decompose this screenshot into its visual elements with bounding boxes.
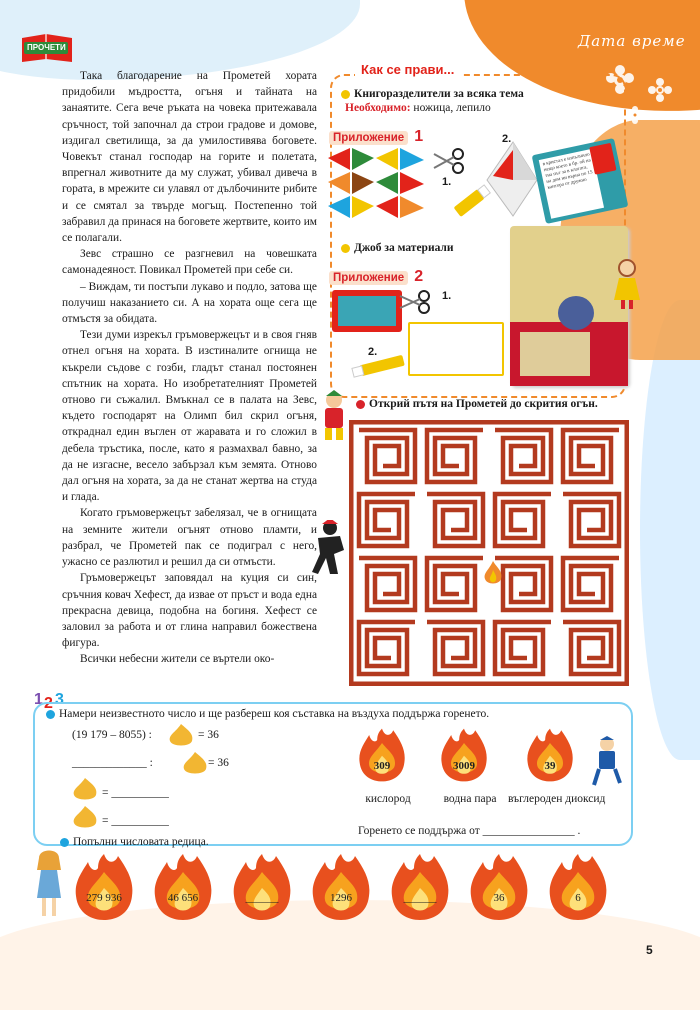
bookmarks-title: Книгоразделители за всяка тема bbox=[354, 88, 524, 100]
scissors-icon bbox=[432, 148, 466, 174]
needed-label: Необходимо: bbox=[345, 102, 411, 114]
maze-instruction bbox=[356, 398, 598, 410]
eq4-answer[interactable]: = __________ bbox=[102, 815, 169, 827]
svg-text:1: 1 bbox=[34, 691, 43, 708]
appendix-label: Приложение bbox=[329, 131, 408, 145]
gas-value: 39 bbox=[544, 760, 556, 772]
blue-bullet-icon bbox=[46, 710, 55, 719]
gas-label: кислород bbox=[365, 793, 411, 805]
pocket-sheet-image bbox=[332, 290, 402, 332]
fire-icon bbox=[482, 560, 504, 586]
svg-text:3: 3 bbox=[55, 691, 64, 708]
flame-icon bbox=[356, 727, 408, 783]
sequence-value: 36 bbox=[493, 892, 505, 904]
flame-unknown-icon bbox=[166, 722, 196, 748]
prometheus-figure-icon bbox=[310, 520, 350, 576]
flame-unknown-icon bbox=[180, 750, 210, 776]
flame-icon bbox=[546, 852, 610, 922]
flame-icon bbox=[388, 852, 452, 922]
gas-flame[interactable] bbox=[524, 727, 576, 783]
needed-value: ножица, лепило bbox=[410, 102, 491, 114]
appendix-number: 2 bbox=[414, 268, 424, 285]
flame-unknown-icon bbox=[70, 804, 100, 830]
gas-flame[interactable] bbox=[356, 727, 408, 783]
task1-text: Намери неизвестното число и ще разбереш коя съставка на въздуха поддържа горенето. bbox=[59, 708, 490, 720]
page-number: 5 bbox=[646, 943, 653, 957]
appendix-2-label bbox=[329, 268, 423, 286]
corner-title: Дата време bbox=[578, 32, 686, 50]
sequence-flame bbox=[309, 852, 373, 922]
step-1b-label: 1. bbox=[442, 290, 452, 302]
task2-text: Попълни числовата редица. bbox=[73, 836, 209, 848]
appendix-label: Приложение bbox=[329, 271, 408, 285]
maze-image[interactable] bbox=[349, 420, 629, 686]
flame-icon bbox=[524, 727, 576, 783]
gas-value: 309 bbox=[373, 760, 391, 772]
sequence-value: 1296 bbox=[330, 892, 352, 904]
pocket-title: Джоб за материали bbox=[354, 242, 454, 254]
eq1-left: (19 179 – 8055) : bbox=[72, 729, 152, 741]
story-paragraph: Когато гръмовержецът забелязал, че в огнищата на земните жители огънят отново пламти, и разбрал, че Прометей пак се подиграл с него, ужасно се разлютил и решил да си отмъсти. bbox=[62, 507, 317, 569]
card-text: в кристал е изпълнило нещо което в бр. ой на тиа път за в клатата, на дом ни върна по 15 кантора от дружно bbox=[539, 149, 604, 219]
sequence-flame[interactable] bbox=[388, 852, 452, 922]
eq3-answer[interactable]: = __________ bbox=[102, 787, 169, 799]
flame-icon bbox=[309, 852, 373, 922]
sequence-value: ______ bbox=[403, 892, 437, 904]
background-shape-right bbox=[640, 300, 700, 760]
howto-tag: Как се прави... bbox=[355, 62, 460, 77]
flame-icon bbox=[230, 852, 294, 922]
gas-flame[interactable] bbox=[438, 727, 490, 783]
equation-1 bbox=[72, 729, 152, 741]
gas-label: водна пара bbox=[443, 793, 497, 805]
sequence-flame[interactable] bbox=[230, 852, 294, 922]
clown-figure-icon bbox=[317, 390, 351, 442]
sequence-value: 279 936 bbox=[86, 892, 122, 904]
girl-figure-icon bbox=[34, 850, 64, 920]
sequence-flame bbox=[151, 852, 215, 922]
read-badge-label: ПРОЧЕТИ bbox=[27, 43, 66, 52]
flame-unknown-icon bbox=[70, 776, 100, 802]
story-paragraph: Зевс страшно се разгневил на човешката самонадеяност. Повикал Прометей при себе си. bbox=[62, 248, 317, 277]
yellow-bullet-icon bbox=[341, 90, 350, 99]
appendix-1-label bbox=[329, 128, 423, 146]
story-paragraph: Всички небесни жители се въртели око- bbox=[80, 653, 275, 666]
sequence-value: ______ bbox=[245, 892, 279, 904]
step-2b-label: 2. bbox=[368, 346, 378, 358]
bookmarks-heading bbox=[341, 88, 524, 100]
story-paragraph: – Виждам, ти постъпи лукаво и подло, затова ще получиш наказанието си. А на хората още сега ще отмъстя за обидата. bbox=[62, 280, 317, 326]
sequence-value: 6 bbox=[575, 892, 581, 904]
blue-bullet-icon bbox=[60, 838, 69, 847]
task2-instruction bbox=[60, 836, 209, 848]
sequence-flame bbox=[72, 852, 136, 922]
read-badge bbox=[18, 32, 76, 66]
maze-title: Открий пътя на Прометей до скрития огън. bbox=[369, 398, 598, 410]
step-2-label: 2. bbox=[502, 133, 512, 145]
story-paragraph: Така благодарение на Прометей хората придобили мъдростта, огъня и тайната на занаятите. Сега вече ръката на човека притежавала сръчност, той започнал да строи градове и домове, издигал светилища, за да умилостивява боговете. Човекът станал господар на горите и полетата, впрегнал животните да му служат, убивал дивеча в гората, в мрежите си улавял от дълбочините рибите и се смятал за твърде могъщ. Постепенно той забравил да принася на боговете жертвите, които им се полагали. bbox=[62, 70, 317, 245]
eq2-right: = 36 bbox=[208, 757, 229, 769]
flame-icon bbox=[151, 852, 215, 922]
glue-stick-icon bbox=[350, 352, 414, 378]
needed-line bbox=[345, 102, 491, 114]
flame-icon bbox=[72, 852, 136, 922]
sequence-flame bbox=[546, 852, 610, 922]
pocket-heading bbox=[341, 242, 454, 254]
folded-paper-image bbox=[485, 140, 539, 218]
appendix-number: 1 bbox=[414, 128, 424, 145]
sequence-value: 46 656 bbox=[167, 892, 199, 904]
gas-value: 3009 bbox=[453, 760, 475, 772]
folder-image bbox=[510, 226, 628, 386]
burning-sentence[interactable]: Горенето се поддържа от ________________ . bbox=[358, 825, 581, 837]
flame-icon bbox=[438, 727, 490, 783]
svg-text:2: 2 bbox=[44, 695, 53, 710]
eq2-blank[interactable]: _____________ : bbox=[72, 757, 153, 769]
boy-figure-icon bbox=[590, 735, 624, 787]
story-paragraph: Тези думи изрекъл гръмовержецът и в своя гняв отнел огъня на хората. В изстиналите огнища не къкрели съдове с гозби, гладът станал постоянен спътник на хората. Но изобретателният Прометей отново ги съжалил. Вмъкнал се в палата на Зевс, където господарят на Олимп бил скрил огъня, откраднал един въглен от жаравата и го сложил в дебела тръстика, после, като я размахвал бавно, за да не изгасне, весело забързал към земята. Отново дал огъня на хората, за да не станат жертва на студа и глада. bbox=[62, 329, 317, 504]
story-paragraph: Гръмовержецът заповядал на куция си син, сръчния ковач Хефест, да извае от пръст и вода една прекрасна девица, подобна на богиня. Хефест се заловил за работа и от глина направил божествена фигура. bbox=[62, 572, 317, 650]
bookmark-triangles-image bbox=[328, 148, 428, 220]
sequence-flame bbox=[467, 852, 531, 922]
doll-icon bbox=[612, 258, 642, 310]
yellow-bullet-icon bbox=[341, 244, 350, 253]
pocket-frame-image bbox=[408, 322, 504, 376]
scissors-icon bbox=[398, 290, 432, 314]
red-bullet-icon bbox=[356, 400, 365, 409]
story-text bbox=[62, 68, 317, 668]
eq1-right: = 36 bbox=[198, 729, 219, 741]
task1-instruction bbox=[46, 708, 489, 720]
gas-label: въглероден диоксид bbox=[508, 793, 606, 805]
step-1-label: 1. bbox=[442, 176, 452, 188]
flame-icon bbox=[467, 852, 531, 922]
